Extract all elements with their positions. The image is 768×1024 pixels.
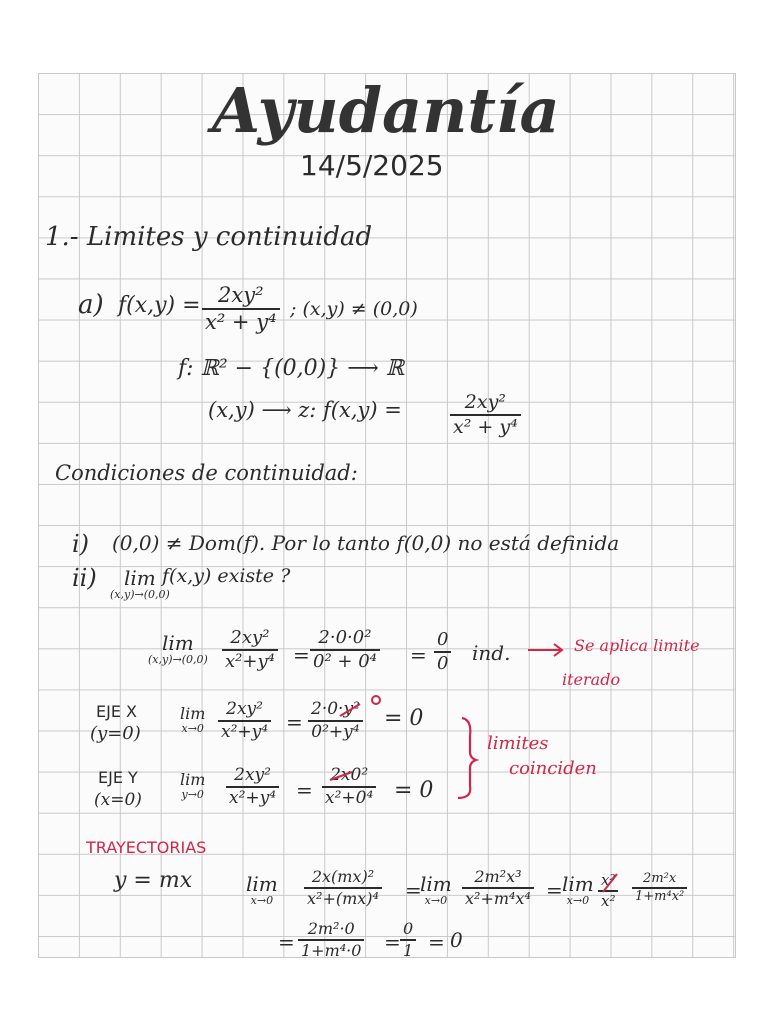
denominator: x²+y⁴ bbox=[221, 721, 269, 742]
equals-sign: = bbox=[410, 643, 427, 667]
numerator: 2·0·y² bbox=[311, 699, 360, 719]
trajectory-path: y = mx bbox=[114, 868, 193, 893]
equals-sign: = bbox=[278, 930, 295, 954]
trajectory-final-result: 0 bbox=[450, 928, 463, 952]
condition-ii-label: ii) bbox=[72, 564, 97, 592]
lim-subscript: x→0 bbox=[250, 894, 274, 907]
denominator: 1+m⁴·0 bbox=[301, 940, 362, 960]
red-brace-icon bbox=[458, 718, 476, 798]
numerator: 2·0·0² bbox=[318, 627, 372, 648]
denominator: 0²+y⁴ bbox=[311, 721, 360, 742]
conditions-heading: Condiciones de continuidad: bbox=[55, 461, 358, 485]
lim-word: lim bbox=[562, 872, 594, 896]
map-lhs: (x,y) ⟶ z: f(x,y) = bbox=[208, 398, 402, 422]
map-numerator: 2xy² bbox=[464, 391, 506, 413]
lim-subscript: (x,y)→(0,0) bbox=[148, 653, 208, 666]
function-numerator: 2xy² bbox=[218, 283, 264, 307]
map-denominator: x² + y⁴ bbox=[453, 415, 518, 438]
equals-sign: = bbox=[405, 878, 422, 902]
axis-y-result: = 0 bbox=[394, 778, 434, 803]
trajectories-heading: TRAYECTORIAS bbox=[86, 838, 207, 857]
lim-subscript: y→0 bbox=[181, 788, 204, 801]
equals-sign: = bbox=[546, 878, 563, 902]
numerator: 0 bbox=[403, 919, 414, 938]
denominator: x² bbox=[601, 891, 616, 910]
lim-subscript: x→0 bbox=[424, 894, 448, 907]
denominator: x²+y⁴ bbox=[225, 650, 275, 672]
numerator: 0 bbox=[437, 629, 449, 650]
axis-y-condition: (x=0) bbox=[94, 790, 142, 810]
numerator: 2xy² bbox=[234, 765, 271, 785]
equals-sign: = bbox=[384, 930, 401, 954]
denominator: x²+0⁴ bbox=[325, 787, 374, 808]
numerator: 2m²·0 bbox=[307, 919, 355, 938]
condition-ii-text: f(x,y) existe ? bbox=[162, 565, 291, 587]
lim-word: lim bbox=[162, 631, 194, 655]
denominator: x²+(mx)⁴ bbox=[307, 888, 379, 908]
lim-word: lim bbox=[124, 566, 156, 590]
denominator: 0 bbox=[437, 652, 449, 674]
item-a-label: a) bbox=[78, 290, 104, 320]
page-title: Ayudantía bbox=[212, 74, 560, 147]
lim-subscript: x→0 bbox=[181, 722, 204, 735]
axis-x-result: = 0 bbox=[384, 706, 424, 731]
condition-i-text: (0,0) ≠ Dom(f). Por lo tanto f(0,0) no está definida bbox=[112, 531, 620, 555]
strikethrough-marks bbox=[330, 696, 617, 896]
equals-sign: = bbox=[286, 710, 303, 734]
iterated-note-line2: iterado bbox=[562, 670, 621, 689]
numerator: 2xy² bbox=[230, 627, 270, 648]
red-arrow-icon bbox=[528, 644, 562, 656]
lim-subscript: (x,y)→(0,0) bbox=[110, 588, 170, 601]
function-lhs: f(x,y) = bbox=[118, 293, 201, 318]
denominator: 0² + 0⁴ bbox=[313, 650, 377, 672]
axis-x-condition: (y=0) bbox=[90, 723, 141, 744]
section-heading: 1.- Limites y continuidad bbox=[45, 222, 373, 252]
brace-note-line2: coinciden bbox=[509, 758, 597, 779]
equals-sign: = bbox=[293, 643, 310, 667]
date: 14/5/2025 bbox=[300, 149, 444, 182]
denominator: x²+m⁴x⁴ bbox=[465, 888, 531, 908]
brace-note-line1: limites bbox=[487, 733, 549, 754]
function-condition: ; (x,y) ≠ (0,0) bbox=[290, 298, 418, 320]
denominator: 1+m⁴x² bbox=[635, 889, 685, 905]
equals-sign: = bbox=[296, 778, 313, 802]
axis-y-label: EJE Y bbox=[98, 768, 138, 787]
numerator: 2xy² bbox=[226, 699, 263, 719]
domain-line: f: ℝ² − {(0,0)} ⟶ ℝ bbox=[178, 356, 405, 381]
numerator: 2x(mx)² bbox=[311, 867, 375, 886]
axis-x-label: EJE X bbox=[96, 702, 137, 721]
lim-word: lim bbox=[420, 872, 452, 896]
lim-word: lim bbox=[180, 770, 206, 789]
numerator: 2m²x bbox=[643, 871, 677, 886]
equals-sign: = bbox=[428, 930, 445, 954]
indeterminate-label: ind. bbox=[472, 641, 511, 665]
lim-word: lim bbox=[180, 704, 206, 723]
lim-word: lim bbox=[246, 872, 278, 896]
denominator: 1 bbox=[403, 940, 414, 960]
numerator: 2x0² bbox=[330, 765, 369, 785]
iterated-note-line1: Se aplica limite bbox=[574, 636, 700, 655]
numerator: x² bbox=[601, 871, 616, 889]
condition-i-label: i) bbox=[72, 530, 90, 558]
numerator: 2m²x³ bbox=[474, 867, 522, 886]
lim-subscript: x→0 bbox=[566, 894, 590, 907]
denominator: x²+y⁴ bbox=[229, 787, 277, 808]
function-denominator: x² + y⁴ bbox=[205, 310, 277, 335]
